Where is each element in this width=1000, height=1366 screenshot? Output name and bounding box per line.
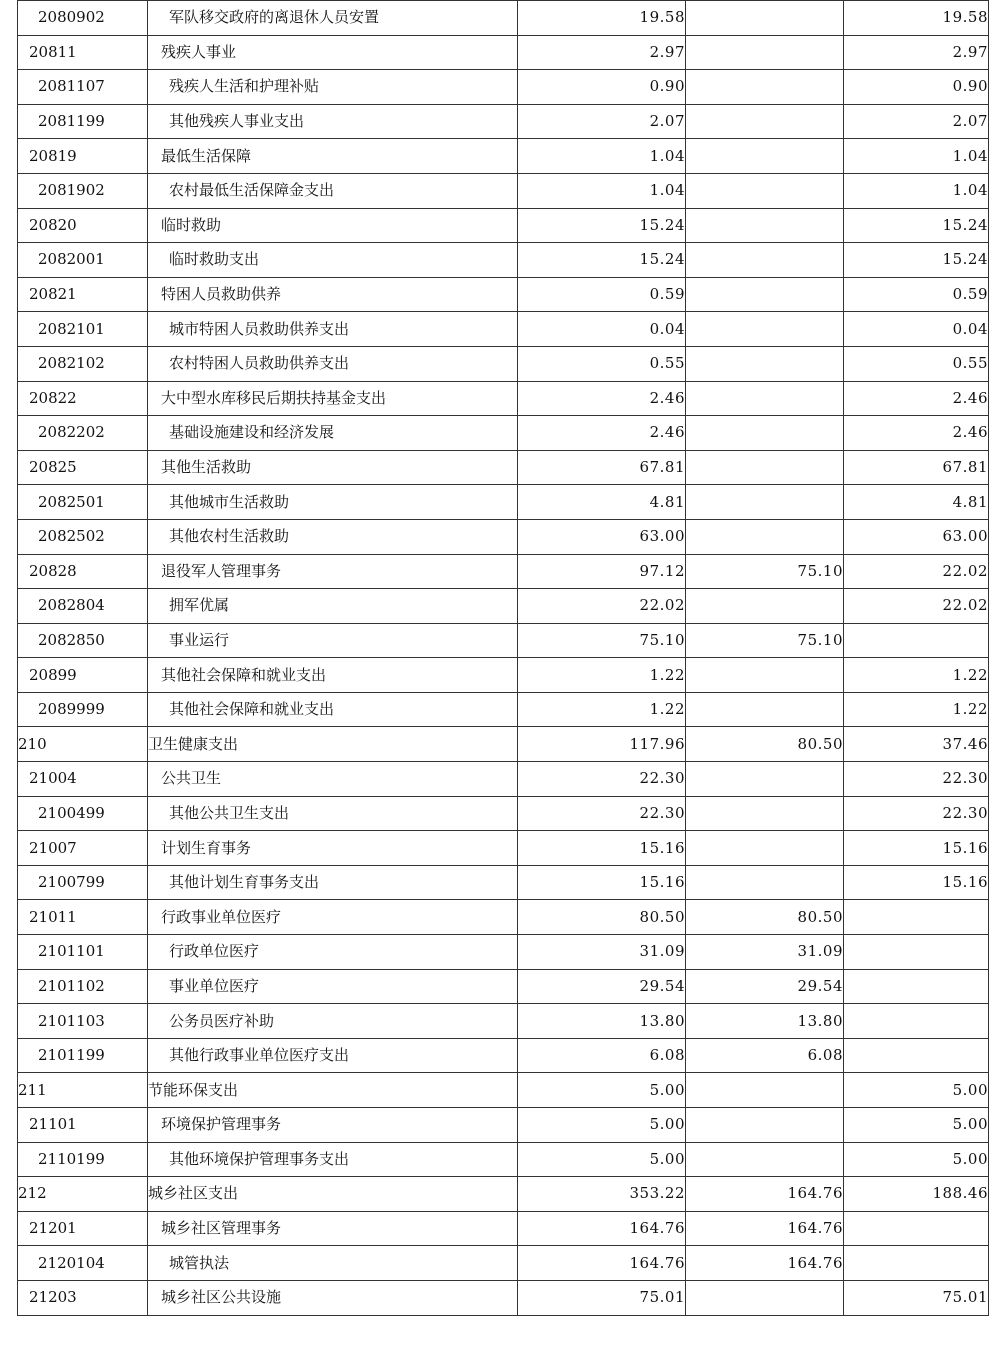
row-name-cell: 公务员医疗补助 (148, 1004, 518, 1039)
row-code-cell: 2110199 (18, 1142, 148, 1177)
row-project-cell (844, 1211, 989, 1246)
row-total-cell: 0.55 (518, 346, 686, 381)
row-project-cell: 0.59 (844, 277, 989, 312)
row-total-cell: 75.10 (518, 623, 686, 658)
row-total-cell: 5.00 (518, 1108, 686, 1143)
table-row (18, 173, 989, 208)
row-basic-cell (686, 658, 844, 693)
row-total-cell: 22.02 (518, 589, 686, 624)
row-name-cell: 其他社会保障和就业支出 (148, 692, 518, 727)
table-row (18, 312, 989, 347)
row-total-cell: 15.24 (518, 243, 686, 278)
row-code-cell: 2082102 (18, 346, 148, 381)
row-project-cell: 22.02 (844, 589, 989, 624)
row-total-cell: 1.04 (518, 173, 686, 208)
table-row (18, 762, 989, 797)
row-total-cell: 13.80 (518, 1004, 686, 1039)
table-row (18, 1, 989, 36)
row-project-cell: 0.90 (844, 70, 989, 105)
row-basic-cell: 13.80 (686, 1004, 844, 1039)
row-basic-cell (686, 1073, 844, 1108)
row-basic-cell (686, 70, 844, 105)
row-basic-cell (686, 865, 844, 900)
row-basic-cell: 6.08 (686, 1038, 844, 1073)
table-row (18, 1038, 989, 1073)
row-code-cell: 2101199 (18, 1038, 148, 1073)
row-total-cell: 0.04 (518, 312, 686, 347)
row-total-cell: 15.16 (518, 831, 686, 866)
row-basic-cell: 75.10 (686, 554, 844, 589)
table-row (18, 1246, 989, 1281)
row-project-cell: 1.04 (844, 139, 989, 174)
budget-table (17, 0, 989, 1316)
row-code-cell: 2082101 (18, 312, 148, 347)
row-total-cell: 0.90 (518, 70, 686, 105)
row-code-cell: 2081107 (18, 70, 148, 105)
table-row (18, 692, 989, 727)
row-total-cell: 19.58 (518, 1, 686, 36)
row-project-cell: 4.81 (844, 485, 989, 520)
table-row (18, 1004, 989, 1039)
row-basic-cell: 164.76 (686, 1177, 844, 1212)
row-basic-cell (686, 450, 844, 485)
row-name-cell: 行政事业单位医疗 (148, 900, 518, 935)
row-basic-cell (686, 796, 844, 831)
row-basic-cell (686, 208, 844, 243)
row-name-cell: 残疾人事业 (148, 35, 518, 70)
row-project-cell (844, 1246, 989, 1281)
row-name-cell: 事业运行 (148, 623, 518, 658)
row-project-cell: 22.30 (844, 762, 989, 797)
row-basic-cell (686, 762, 844, 797)
row-code-cell: 21007 (18, 831, 148, 866)
row-project-cell: 2.46 (844, 381, 989, 416)
table-row (18, 1177, 989, 1212)
row-name-cell: 基础设施建设和经济发展 (148, 416, 518, 451)
row-basic-cell (686, 519, 844, 554)
row-name-cell: 其他生活救助 (148, 450, 518, 485)
row-total-cell: 6.08 (518, 1038, 686, 1073)
table-row (18, 969, 989, 1004)
row-code-cell: 211 (18, 1073, 148, 1108)
table-row (18, 865, 989, 900)
row-total-cell: 31.09 (518, 935, 686, 970)
row-code-cell: 212 (18, 1177, 148, 1212)
row-name-cell: 其他环境保护管理事务支出 (148, 1142, 518, 1177)
row-project-cell: 2.07 (844, 104, 989, 139)
row-total-cell: 1.22 (518, 692, 686, 727)
row-code-cell: 21201 (18, 1211, 148, 1246)
row-project-cell (844, 1004, 989, 1039)
row-name-cell: 城乡社区管理事务 (148, 1211, 518, 1246)
row-project-cell: 1.04 (844, 173, 989, 208)
row-name-cell: 农村特困人员救助供养支出 (148, 346, 518, 381)
row-name-cell: 临时救助 (148, 208, 518, 243)
budget-table-body (18, 1, 989, 1316)
table-row (18, 1211, 989, 1246)
table-row (18, 416, 989, 451)
row-project-cell: 15.16 (844, 865, 989, 900)
row-project-cell: 37.46 (844, 727, 989, 762)
table-row (18, 554, 989, 589)
row-name-cell: 其他农村生活救助 (148, 519, 518, 554)
row-project-cell: 19.58 (844, 1, 989, 36)
row-basic-cell (686, 692, 844, 727)
row-name-cell: 其他城市生活救助 (148, 485, 518, 520)
table-row (18, 727, 989, 762)
row-basic-cell (686, 346, 844, 381)
row-project-cell: 5.00 (844, 1142, 989, 1177)
row-name-cell: 计划生育事务 (148, 831, 518, 866)
table-row (18, 104, 989, 139)
row-project-cell: 22.02 (844, 554, 989, 589)
row-total-cell: 117.96 (518, 727, 686, 762)
row-name-cell: 城管执法 (148, 1246, 518, 1281)
row-name-cell: 卫生健康支出 (148, 727, 518, 762)
row-basic-cell: 75.10 (686, 623, 844, 658)
row-basic-cell (686, 173, 844, 208)
row-total-cell: 1.22 (518, 658, 686, 693)
row-total-cell: 353.22 (518, 1177, 686, 1212)
row-name-cell: 农村最低生活保障金支出 (148, 173, 518, 208)
table-row (18, 796, 989, 831)
row-code-cell: 2101101 (18, 935, 148, 970)
row-basic-cell: 31.09 (686, 935, 844, 970)
row-name-cell: 环境保护管理事务 (148, 1108, 518, 1143)
row-project-cell (844, 935, 989, 970)
row-project-cell: 188.46 (844, 1177, 989, 1212)
row-total-cell: 15.16 (518, 865, 686, 900)
row-code-cell: 2080902 (18, 1, 148, 36)
table-row (18, 1142, 989, 1177)
row-code-cell: 2082804 (18, 589, 148, 624)
row-code-cell: 210 (18, 727, 148, 762)
row-code-cell: 20821 (18, 277, 148, 312)
table-row (18, 243, 989, 278)
row-project-cell (844, 900, 989, 935)
row-name-cell: 最低生活保障 (148, 139, 518, 174)
row-code-cell: 20820 (18, 208, 148, 243)
row-total-cell: 164.76 (518, 1211, 686, 1246)
row-code-cell: 2101102 (18, 969, 148, 1004)
row-total-cell: 22.30 (518, 796, 686, 831)
row-total-cell: 75.01 (518, 1280, 686, 1315)
row-basic-cell (686, 243, 844, 278)
row-name-cell: 其他计划生育事务支出 (148, 865, 518, 900)
row-project-cell: 5.00 (844, 1108, 989, 1143)
row-total-cell: 5.00 (518, 1073, 686, 1108)
row-basic-cell (686, 277, 844, 312)
row-code-cell: 2101103 (18, 1004, 148, 1039)
row-basic-cell: 164.76 (686, 1246, 844, 1281)
table-row (18, 623, 989, 658)
row-project-cell: 1.22 (844, 692, 989, 727)
row-code-cell: 2082001 (18, 243, 148, 278)
row-basic-cell (686, 381, 844, 416)
row-project-cell: 2.97 (844, 35, 989, 70)
row-project-cell (844, 623, 989, 658)
row-name-cell: 残疾人生活和护理补贴 (148, 70, 518, 105)
row-code-cell: 20819 (18, 139, 148, 174)
row-project-cell: 2.46 (844, 416, 989, 451)
row-name-cell: 其他社会保障和就业支出 (148, 658, 518, 693)
row-name-cell: 军队移交政府的离退休人员安置 (148, 1, 518, 36)
row-total-cell: 2.97 (518, 35, 686, 70)
table-row (18, 935, 989, 970)
row-project-cell (844, 969, 989, 1004)
row-code-cell: 21011 (18, 900, 148, 935)
row-total-cell: 5.00 (518, 1142, 686, 1177)
row-code-cell: 2089999 (18, 692, 148, 727)
row-basic-cell (686, 831, 844, 866)
table-row (18, 35, 989, 70)
row-basic-cell (686, 1142, 844, 1177)
table-row (18, 831, 989, 866)
row-code-cell: 2082202 (18, 416, 148, 451)
table-row (18, 381, 989, 416)
row-name-cell: 其他公共卫生支出 (148, 796, 518, 831)
table-row (18, 1073, 989, 1108)
row-name-cell: 行政单位医疗 (148, 935, 518, 970)
row-project-cell: 5.00 (844, 1073, 989, 1108)
row-basic-cell (686, 416, 844, 451)
row-total-cell: 80.50 (518, 900, 686, 935)
row-code-cell: 2100499 (18, 796, 148, 831)
row-code-cell: 21101 (18, 1108, 148, 1143)
row-basic-cell (686, 35, 844, 70)
table-row (18, 485, 989, 520)
row-basic-cell (686, 139, 844, 174)
row-basic-cell: 29.54 (686, 969, 844, 1004)
row-total-cell: 4.81 (518, 485, 686, 520)
row-basic-cell (686, 312, 844, 347)
row-project-cell: 15.24 (844, 208, 989, 243)
table-row (18, 519, 989, 554)
row-project-cell: 15.16 (844, 831, 989, 866)
row-basic-cell (686, 1, 844, 36)
row-project-cell (844, 1038, 989, 1073)
row-name-cell: 公共卫生 (148, 762, 518, 797)
row-basic-cell (686, 1280, 844, 1315)
row-basic-cell: 80.50 (686, 727, 844, 762)
row-name-cell: 城市特困人员救助供养支出 (148, 312, 518, 347)
row-code-cell: 21004 (18, 762, 148, 797)
row-total-cell: 63.00 (518, 519, 686, 554)
row-total-cell: 15.24 (518, 208, 686, 243)
row-code-cell: 2120104 (18, 1246, 148, 1281)
table-row (18, 70, 989, 105)
row-name-cell: 大中型水库移民后期扶持基金支出 (148, 381, 518, 416)
row-name-cell: 城乡社区公共设施 (148, 1280, 518, 1315)
row-project-cell: 22.30 (844, 796, 989, 831)
row-total-cell: 22.30 (518, 762, 686, 797)
row-name-cell: 其他行政事业单位医疗支出 (148, 1038, 518, 1073)
row-project-cell: 0.55 (844, 346, 989, 381)
row-total-cell: 0.59 (518, 277, 686, 312)
row-project-cell: 67.81 (844, 450, 989, 485)
row-code-cell: 20811 (18, 35, 148, 70)
row-name-cell: 其他残疾人事业支出 (148, 104, 518, 139)
table-row (18, 900, 989, 935)
table-row (18, 277, 989, 312)
row-total-cell: 2.46 (518, 381, 686, 416)
row-project-cell: 1.22 (844, 658, 989, 693)
row-code-cell: 21203 (18, 1280, 148, 1315)
row-total-cell: 2.46 (518, 416, 686, 451)
row-code-cell: 2081902 (18, 173, 148, 208)
table-row (18, 346, 989, 381)
row-basic-cell (686, 485, 844, 520)
row-total-cell: 1.04 (518, 139, 686, 174)
row-project-cell: 15.24 (844, 243, 989, 278)
row-project-cell: 0.04 (844, 312, 989, 347)
row-total-cell: 29.54 (518, 969, 686, 1004)
row-name-cell: 退役军人管理事务 (148, 554, 518, 589)
row-name-cell: 节能环保支出 (148, 1073, 518, 1108)
row-project-cell: 75.01 (844, 1280, 989, 1315)
row-basic-cell: 164.76 (686, 1211, 844, 1246)
row-total-cell: 2.07 (518, 104, 686, 139)
row-basic-cell (686, 1108, 844, 1143)
row-total-cell: 97.12 (518, 554, 686, 589)
row-code-cell: 2100799 (18, 865, 148, 900)
table-row (18, 208, 989, 243)
row-name-cell: 城乡社区支出 (148, 1177, 518, 1212)
row-basic-cell (686, 589, 844, 624)
row-code-cell: 20899 (18, 658, 148, 693)
table-row (18, 139, 989, 174)
row-project-cell: 63.00 (844, 519, 989, 554)
table-row (18, 1280, 989, 1315)
row-code-cell: 2082850 (18, 623, 148, 658)
row-total-cell: 164.76 (518, 1246, 686, 1281)
row-name-cell: 特困人员救助供养 (148, 277, 518, 312)
table-row (18, 1108, 989, 1143)
row-basic-cell: 80.50 (686, 900, 844, 935)
row-total-cell: 67.81 (518, 450, 686, 485)
row-name-cell: 事业单位医疗 (148, 969, 518, 1004)
row-code-cell: 20828 (18, 554, 148, 589)
row-name-cell: 临时救助支出 (148, 243, 518, 278)
row-code-cell: 20825 (18, 450, 148, 485)
row-code-cell: 2082502 (18, 519, 148, 554)
row-code-cell: 2082501 (18, 485, 148, 520)
row-code-cell: 2081199 (18, 104, 148, 139)
row-code-cell: 20822 (18, 381, 148, 416)
row-name-cell: 拥军优属 (148, 589, 518, 624)
table-row (18, 589, 989, 624)
table-row (18, 658, 989, 693)
row-basic-cell (686, 104, 844, 139)
table-row (18, 450, 989, 485)
